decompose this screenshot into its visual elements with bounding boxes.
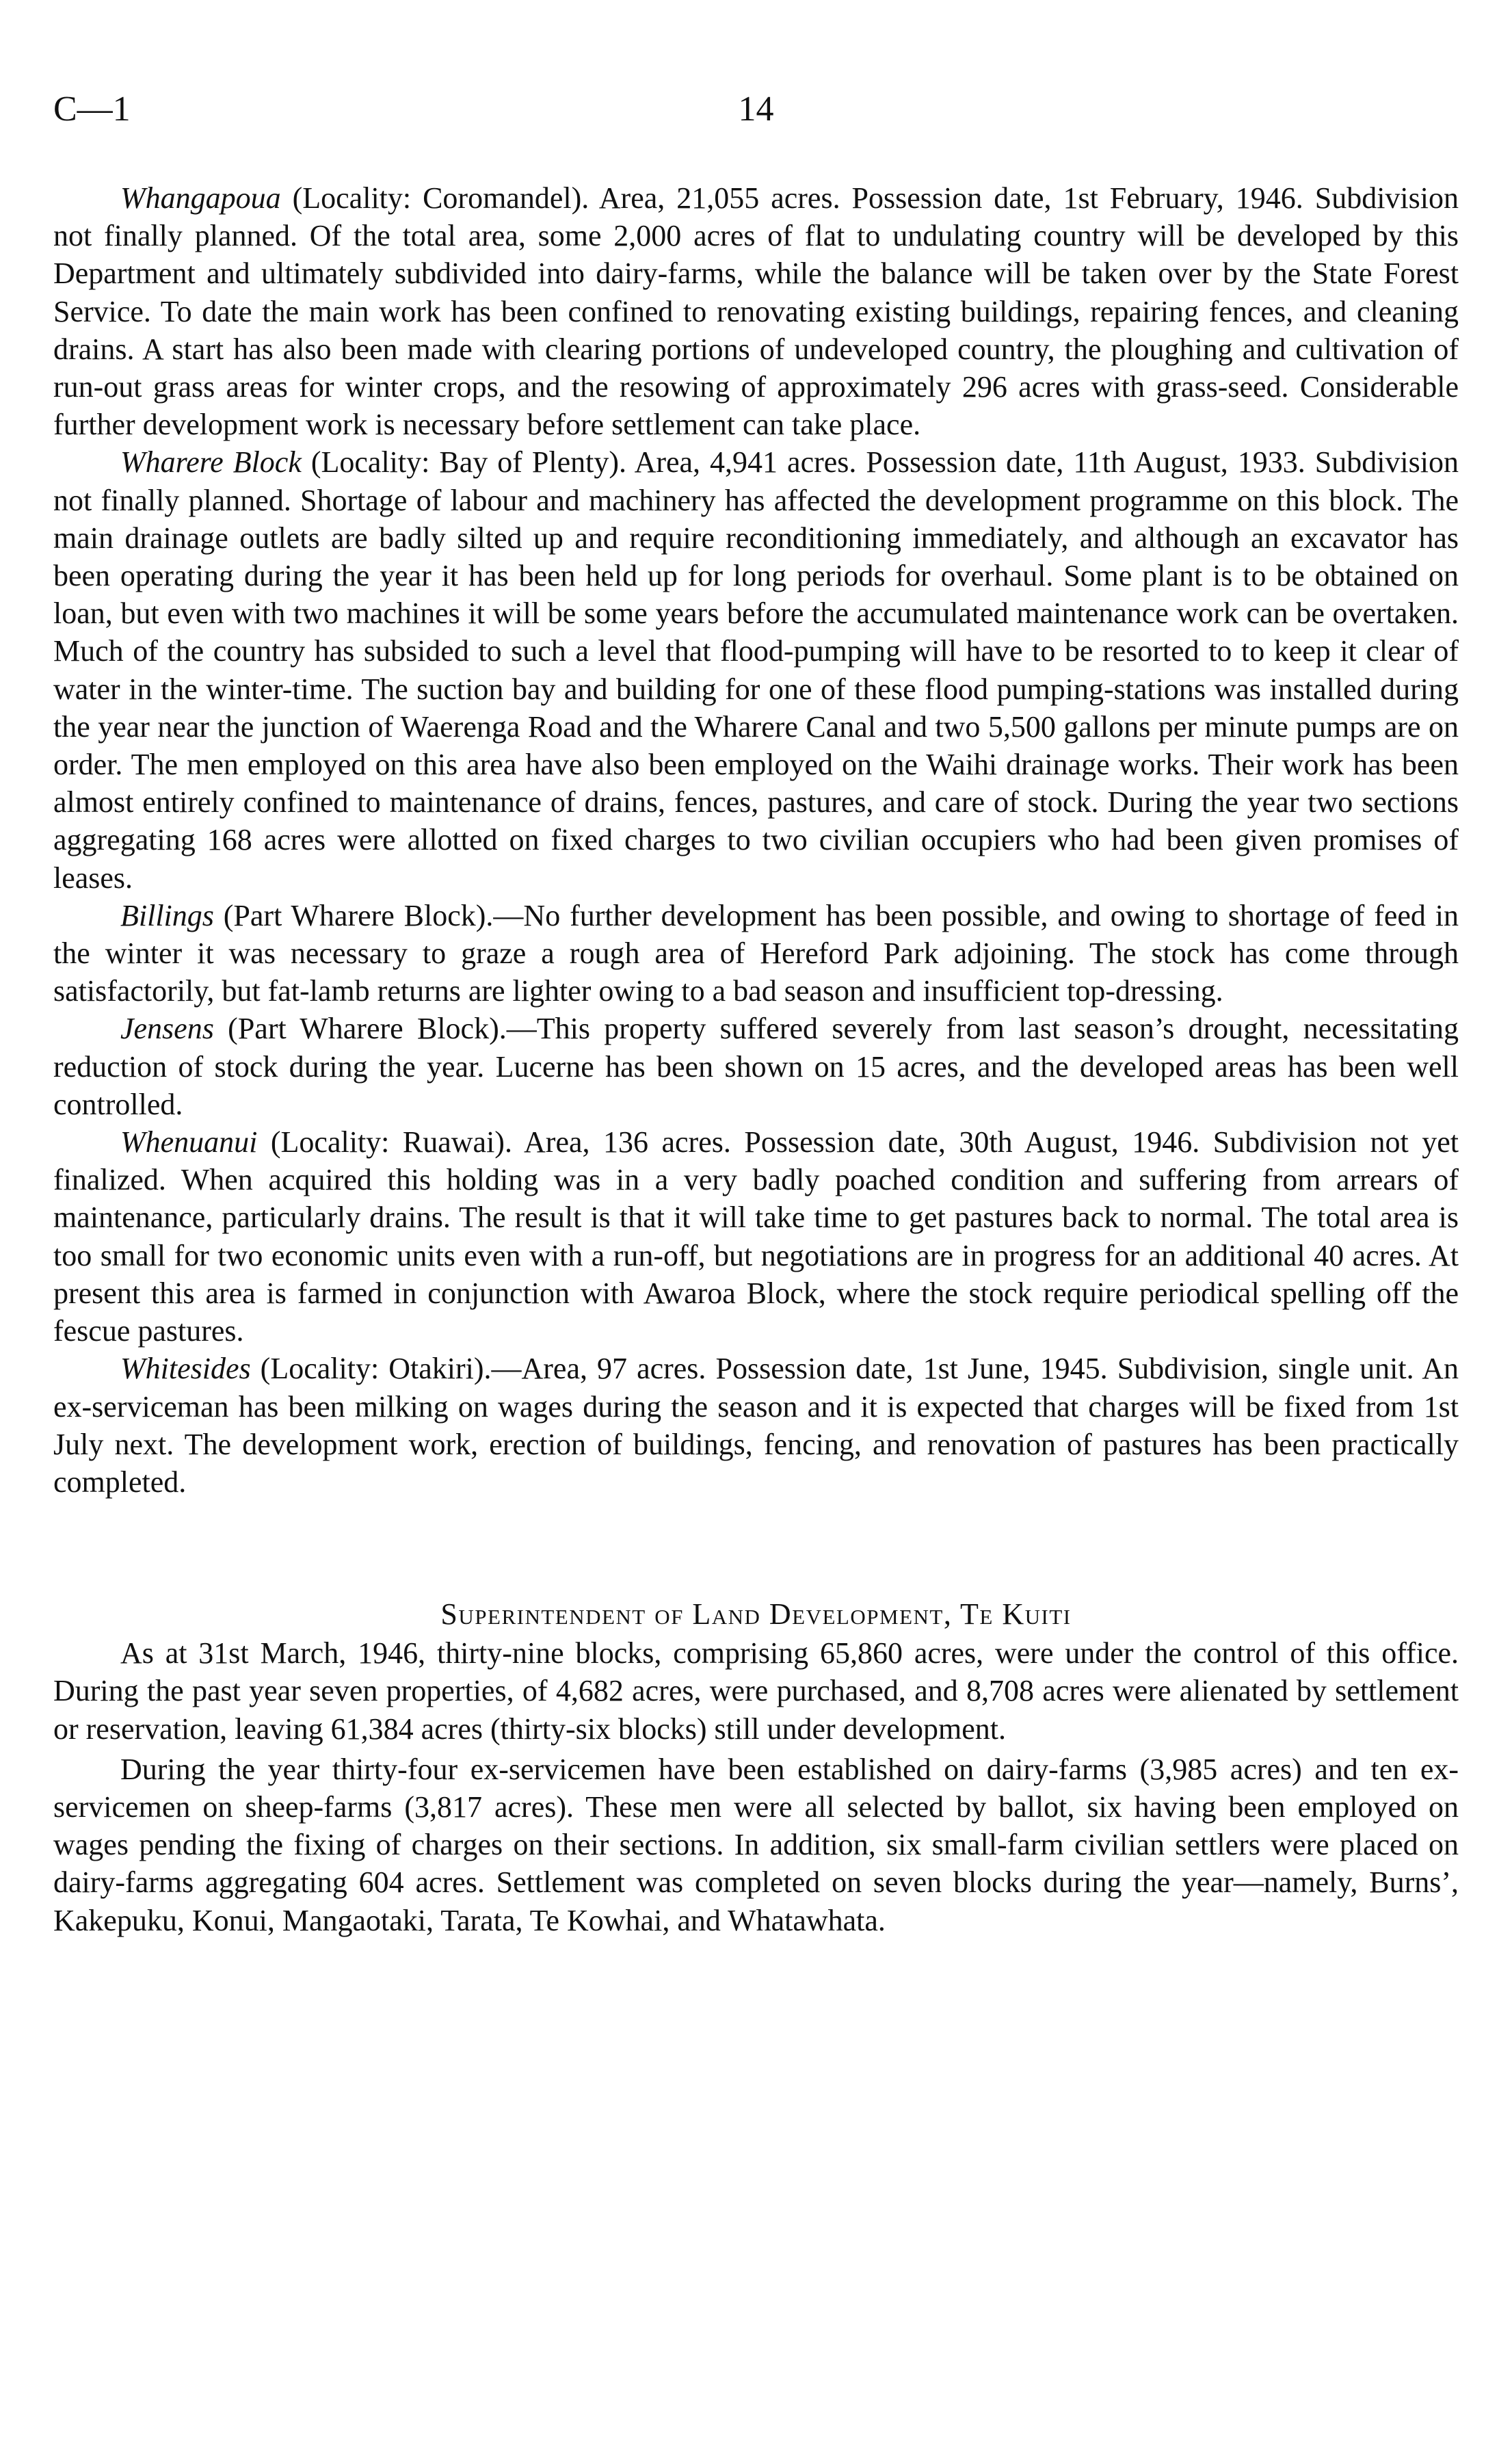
entry-name: Whenuanui — [120, 1125, 258, 1159]
page-body — [53, 179, 1459, 1939]
page-number: 14 — [738, 90, 774, 129]
entry-paragraph — [53, 443, 1459, 896]
entry-text: (Part Wharere Block).—No further development has been possible, and owing to shortage of feed in the winter it was necessary to graze a rough area of Hereford Park adjoining. The stock has come through satisfactorily, but fat-lamb returns are lighter owing to a bad season and insufficient top-dressing. — [53, 898, 1459, 1008]
entry-paragraph — [53, 179, 1459, 443]
entry-text: (Locality: Ruawai). Area, 136 acres. Possession date, 30th August, 1946. Subdivision not yet finalized. When acquired this holding was in a very badly poached condition and suffering from arrears of maintenance, particularly drains. The result is that it will take time to get pastures back to normal. The total area is too small for two economic units even with a run-off, but negotiations are in progress for an additional 40 acres. At present this area is farmed in conjunction with Awaroa Block, where the stock require periodical spelling off the fescue pastures. — [53, 1125, 1459, 1348]
entry-name: Jensens — [120, 1012, 214, 1046]
page-header — [53, 82, 1459, 137]
section-paragraph: During the year thirty-four ex-servicemen have been established on dairy-farms (3,985 acres) and ten ex-servicemen on sheep-farms (3,817 acres). These men were all selected by ballot, six having been employed on wages pending the fixing of charges on their sections. In addition, six small-farm civilian settlers were placed on dairy-farms aggregating 604 acres. Settlement was completed on seven blocks during the year—namely, Burns’, Kakepuku, Konui, Mangaotaki, Tarata, Te Kowhai, and Whatawhata. — [53, 1752, 1459, 1937]
section-paragraph: As at 31st March, 1946, thirty-nine blocks, comprising 65,860 acres, were under the control of this office. During the past year seven properties, of 4,682 acres, were purchased, and 8,708 acres were alienated by settlement or reservation, leaving 61,384 acres (thirty-six blocks) still under development. — [53, 1636, 1459, 1746]
entry-name: Billings — [120, 898, 214, 932]
entry-name: Whitesides — [120, 1352, 251, 1386]
entry-text: (Part Wharere Block).—This property suffered severely from last season’s drought, necessitating reduction of stock during the year. Lucerne has been shown on 15 acres, and the developed areas has been well controlled. — [53, 1012, 1459, 1121]
document-reference: C—1 — [53, 90, 131, 129]
entry-paragraph — [53, 1123, 1459, 1350]
entry-paragraph — [53, 1010, 1459, 1123]
entry-text: (Locality: Otakiri).—Area, 97 acres. Possession date, 1st June, 1945. Subdivision, single unit. An ex-serviceman has been milking on wages during the season and it is expected that charges will be fixed from 1st July next. The development work, erection of buildings, fencing, and renovation of pastures has been practically completed. — [53, 1352, 1459, 1499]
entry-name: Wharere Block — [120, 445, 302, 480]
entry-paragraph — [53, 1350, 1459, 1501]
entry-name: Whangapoua — [120, 181, 281, 215]
entry-text: (Locality: Bay of Plenty). Area, 4,941 acres. Possession date, 11th August, 1933. Subdivision not finally planned. Shortage of labour and machinery has affected the development programme on this block. The main drainage outlets are badly silted up and require reconditioning immediately, and although an excavator has been operating during the year it has been held up for long periods for overhaul. Some plant is to be obtained on loan, but even with two machines it will be some years before the accumulated maintenance work can be overtaken. Much of the country has subsided to such a level that flood-pumping will have to be resorted to to keep it clear of water in the winter-time. The suction bay and building for one of these flood pumping-stations was installed during the year near the junction of Waerenga Road and the Wharere Canal and two 5,500 gallons per minute pumps are on order. The men employed on this area have also been employed on the Waihi drainage works. Their work has been almost entirely confined to maintenance of drains, fences, pastures, and care of stock. During the year two sections aggregating 168 acres were allotted on fixed charges to two civilian occupiers who had been given promises of leases. — [53, 445, 1459, 895]
section-heading: Superintendent of Land Development, Te Kuiti — [440, 1597, 1072, 1631]
entry-text: (Locality: Coromandel). Area, 21,055 acres. Possession date, 1st February, 1946. Subdivision not finally planned. Of the total area, some 2,000 acres of flat to undulating country will be developed by this Department and ultimately subdivided into dairy-farms, while the balance will be taken over by the State Forest Service. To date the main work has been confined to renovating existing buildings, repairing fences, and cleaning drains. A start has also been made with clearing portions of undeveloped country, the ploughing and cultivation of run-out grass areas for winter crops, and the resowing of approximately 296 acres with grass-seed. Considerable further development work is necessary before settlement can take place. — [53, 181, 1459, 442]
entry-paragraph — [53, 897, 1459, 1010]
